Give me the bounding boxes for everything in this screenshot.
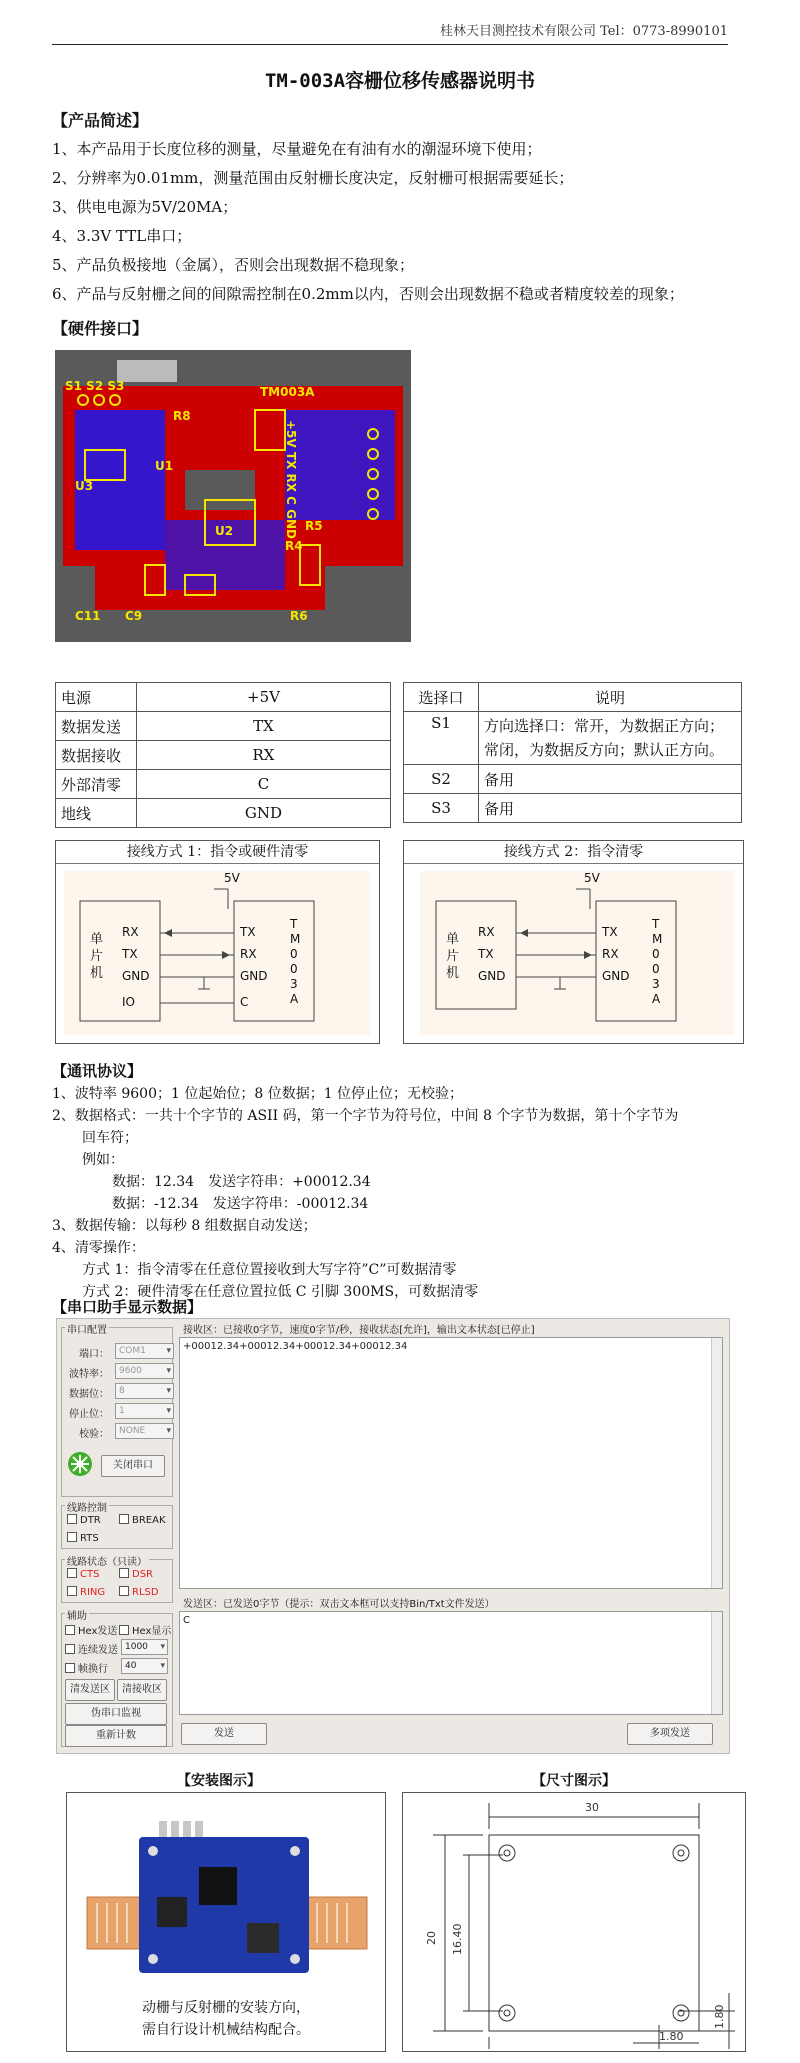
wiring-2-device: TM003A	[652, 917, 663, 1006]
document-title: TM-003A容栅位移传感器说明书	[264, 70, 536, 92]
pcb-label-r5: R5	[305, 519, 323, 533]
dim-height: 20	[425, 1931, 438, 1945]
pcb-label-u2: U2	[215, 524, 234, 538]
databits-select[interactable]: 8 ▾	[115, 1383, 174, 1399]
wiring-1-dev-pin-gnd: GND	[240, 969, 268, 983]
pcb-label-s: S1 S2 S3	[65, 379, 125, 393]
wiring-2-power: 5V	[584, 871, 600, 885]
serial-assistant-window: 串口配置 端口： COM1 ▾ 波特率： 9600 ▾ 数据位： 8 ▾ 停止位： 1 ▾ 校验： NONE ▾ 关闭串口 线路控制 DTR BREAK RTS 线路状态（只读） CTS DSR RING RLSD 辅助 Hex发送 Hex显示 连续发送 1000 ▾ 帧换行 40 ▾ 清发送区 清接收区 伪串口监视 重新计数 接收区：已接收0字节，速度0字节/秒，接收状态[允许]，输出文本状态[已停止] +00012.34+00012.34+00012.34+00012.34 发送区：已发送0字节（提示：双击文本框可以支持Bin/Txt文件发送） C 发送 多项发送	[56, 1318, 730, 1754]
stopbits-select[interactable]: 1 ▾	[115, 1403, 174, 1419]
frame-newline-checkbox[interactable]: 帧换行	[65, 1660, 108, 1675]
pcb-label-pins: +5V TX RX C GND	[284, 420, 298, 539]
install-figure	[66, 1792, 386, 2052]
dtr-checkbox[interactable]: DTR	[67, 1514, 101, 1526]
send-text: C	[183, 1615, 190, 1626]
wiring-1-dev-pin-rx: RX	[240, 947, 257, 961]
table-row: S2 备用	[404, 765, 742, 794]
wiring-1-dev-pin-c: C	[240, 995, 249, 1009]
protocol-line-6: 数据：-12.34 发送字符串：-00012.34	[112, 1196, 369, 1212]
table-row: 数据发送 TX	[56, 712, 391, 741]
wiring-diagram-1	[55, 840, 380, 1044]
port-config-title: 串口配置	[65, 1321, 109, 1336]
pcb-image	[55, 350, 411, 642]
protocol-line-3: 回车符；	[82, 1130, 138, 1146]
protocol-line-9: 方式 1：指令清零在任意位置接收到大写字符”C”可数据清零	[82, 1262, 457, 1278]
port-select[interactable]: COM1 ▾	[115, 1343, 174, 1359]
protocol-line-10: 方式 2：硬件清零在任意位置拉低 C 引脚 300MS，可数据清零	[82, 1284, 479, 1300]
overview-item-6: 6、产品与反射栅之间的间隙需控制在0.2mm以内，否则会出现数据不稳或者精度较差的现象；	[52, 285, 684, 303]
hex-send-checkbox[interactable]: Hex发送	[65, 1622, 117, 1637]
protocol-line-2: 2、数据格式：一共十个字节的 ASII 码，第一个字节为符号位，中间 8 个字节为数据，第十个字节为	[52, 1108, 679, 1124]
header-divider	[52, 44, 728, 45]
protocol-heading: 【通讯协议】	[52, 1062, 143, 1080]
receive-textarea[interactable]	[179, 1337, 723, 1589]
company-header: 桂林天目测控技术有限公司 Tel：0773-8990101	[439, 24, 728, 39]
clear-send-button[interactable]: 清发送区	[65, 1679, 115, 1701]
wiring-1-device: TM003A	[290, 917, 301, 1006]
dim-width: 30	[585, 1801, 599, 1814]
receive-scrollbar[interactable]	[711, 1338, 722, 1588]
ring-indicator: RING	[67, 1586, 105, 1598]
table-row: S3 备用	[404, 794, 742, 823]
wiring-1-dev-pin-tx: TX	[240, 925, 256, 939]
wiring-2-dev-pin-rx: RX	[602, 947, 619, 961]
send-textarea[interactable]	[179, 1611, 723, 1715]
table-row: 外部清零 C	[56, 770, 391, 799]
protocol-line-8: 4、清零操作：	[52, 1240, 145, 1256]
send-status: 发送区：已发送0字节（提示：双击文本框可以支持Bin/Txt文件发送）	[181, 1595, 497, 1610]
dsr-indicator: DSR	[119, 1568, 153, 1580]
serial-heading: 【串口助手显示数据】	[52, 1298, 203, 1316]
cts-indicator: CTS	[67, 1568, 99, 1580]
pcb-label-model: TM003A	[260, 385, 315, 399]
recount-button[interactable]: 重新计数	[65, 1725, 167, 1747]
select-table	[403, 682, 742, 823]
receive-text: +00012.34+00012.34+00012.34+00012.34	[183, 1341, 408, 1352]
wiring-1-mcu-pin-tx: TX	[122, 947, 138, 961]
overview-item-3: 3、供电电源为5V/20MA；	[52, 198, 238, 216]
table-row: S1 方向选择口：常开，为数据正方向；常闭，为数据反方向；默认正方向。	[404, 712, 742, 765]
rts-checkbox[interactable]: RTS	[67, 1532, 99, 1544]
pcb-label-u1: U1	[155, 459, 174, 473]
wiring-2-dev-pin-tx: TX	[602, 925, 618, 939]
dim-hole-vertical: 16.40	[451, 1923, 464, 1955]
overview-heading: 【产品简述】	[52, 111, 149, 130]
frame-newline-input[interactable]: 40 ▾	[121, 1658, 168, 1674]
pcb-label-c11: C11	[75, 609, 101, 623]
send-scrollbar[interactable]	[711, 1612, 722, 1714]
dims-figure	[402, 1792, 746, 2052]
overview-item-5: 5、产品负极接地（金属），否则会出现数据不稳现象；	[52, 256, 415, 274]
wiring-1-mcu: 单片机	[90, 932, 104, 981]
wiring-1-lines	[64, 871, 370, 1035]
wiring-1-mcu-pin-io: IO	[122, 995, 135, 1009]
wiring-diagram-2	[403, 840, 744, 1044]
table-header-row: 选择口 说明	[404, 683, 742, 712]
send-button[interactable]: 发送	[181, 1723, 267, 1745]
virtual-port-monitor-button[interactable]: 伪串口监视	[65, 1703, 167, 1725]
clear-receive-button[interactable]: 清接收区	[117, 1679, 167, 1701]
wiring-1-power: 5V	[224, 871, 240, 885]
dims-drawing	[403, 1793, 745, 2051]
pcb-label-r6: R6	[290, 609, 308, 623]
break-checkbox[interactable]: BREAK	[119, 1514, 166, 1526]
continuous-send-checkbox[interactable]: 连续发送	[65, 1641, 118, 1656]
pcb-label-r4: R4	[285, 539, 303, 553]
dims-heading: 【尺寸图示】	[532, 1773, 616, 1789]
close-port-button[interactable]: 关闭串口	[101, 1455, 165, 1477]
receive-status: 接收区：已接收0字节，速度0字节/秒，接收状态[允许]，输出文本状态[已停止]	[181, 1321, 537, 1336]
wiring-2-mcu-pin-rx: RX	[478, 925, 495, 939]
port-status-icon	[67, 1451, 93, 1477]
table-row: 数据接收 RX	[56, 741, 391, 770]
wiring-1-mcu-pin-rx: RX	[122, 925, 139, 939]
hex-show-checkbox[interactable]: Hex显示	[119, 1622, 171, 1637]
protocol-line-4: 例如：	[82, 1152, 124, 1168]
wiring-2-title: 接线方式 2：指令清零	[404, 841, 743, 864]
pcb-label-u3: U3	[75, 479, 94, 493]
dim-edge-vertical: 1.80	[713, 2004, 726, 2029]
parity-select[interactable]: NONE ▾	[115, 1423, 174, 1439]
wiring-2-dev-pin-gnd: GND	[602, 969, 630, 983]
baud-select[interactable]: 9600 ▾	[115, 1363, 174, 1379]
table-row: 地线 GND	[56, 799, 391, 828]
install-caption-2: 需自行设计机械结构配合。	[142, 2022, 310, 2038]
hardware-heading: 【硬件接口】	[52, 319, 149, 338]
wiring-2-mcu-pin-gnd: GND	[478, 969, 506, 983]
wiring-1-title: 接线方式 1：指令或硬件清零	[56, 841, 379, 864]
wiring-2-lines	[420, 871, 734, 1035]
overview-item-1: 1、本产品用于长度位移的测量，尽量避免在有油有水的潮湿环境下使用；	[52, 140, 542, 158]
wiring-1-mcu-pin-gnd: GND	[122, 969, 150, 983]
protocol-line-5: 数据：12.34 发送字符串：+00012.34	[112, 1174, 371, 1190]
pin-table	[55, 682, 391, 828]
wiring-2-mcu: 单片机	[446, 932, 460, 981]
overview-item-2: 2、分辨率为0.01mm，测量范围由反射栅长度决定，反射栅可根据需要延长；	[52, 169, 574, 187]
multi-send-button[interactable]: 多项发送	[627, 1723, 713, 1745]
pcb-label-c9: C9	[125, 609, 143, 623]
install-heading: 【安装图示】	[177, 1773, 261, 1789]
continuous-interval-input[interactable]: 1000 ▾	[121, 1639, 168, 1655]
table-row: 电源 +5V	[56, 683, 391, 712]
wiring-2-mcu-pin-tx: TX	[478, 947, 494, 961]
rlsd-indicator: RLSD	[119, 1586, 159, 1598]
protocol-line-7: 3、数据传输：以每秒 8 组数据自动发送；	[52, 1218, 317, 1234]
install-caption-1: 动栅与反射栅的安装方向，	[142, 2000, 310, 2016]
protocol-line-1: 1、波特率 9600；1 位起始位；8 位数据；1 位停止位；无校验；	[52, 1086, 464, 1102]
dim-edge-horizontal: 1.80	[659, 2030, 684, 2043]
pcb-label-r8: R8	[173, 409, 191, 423]
overview-item-4: 4、3.3V TTL串口；	[52, 227, 192, 245]
